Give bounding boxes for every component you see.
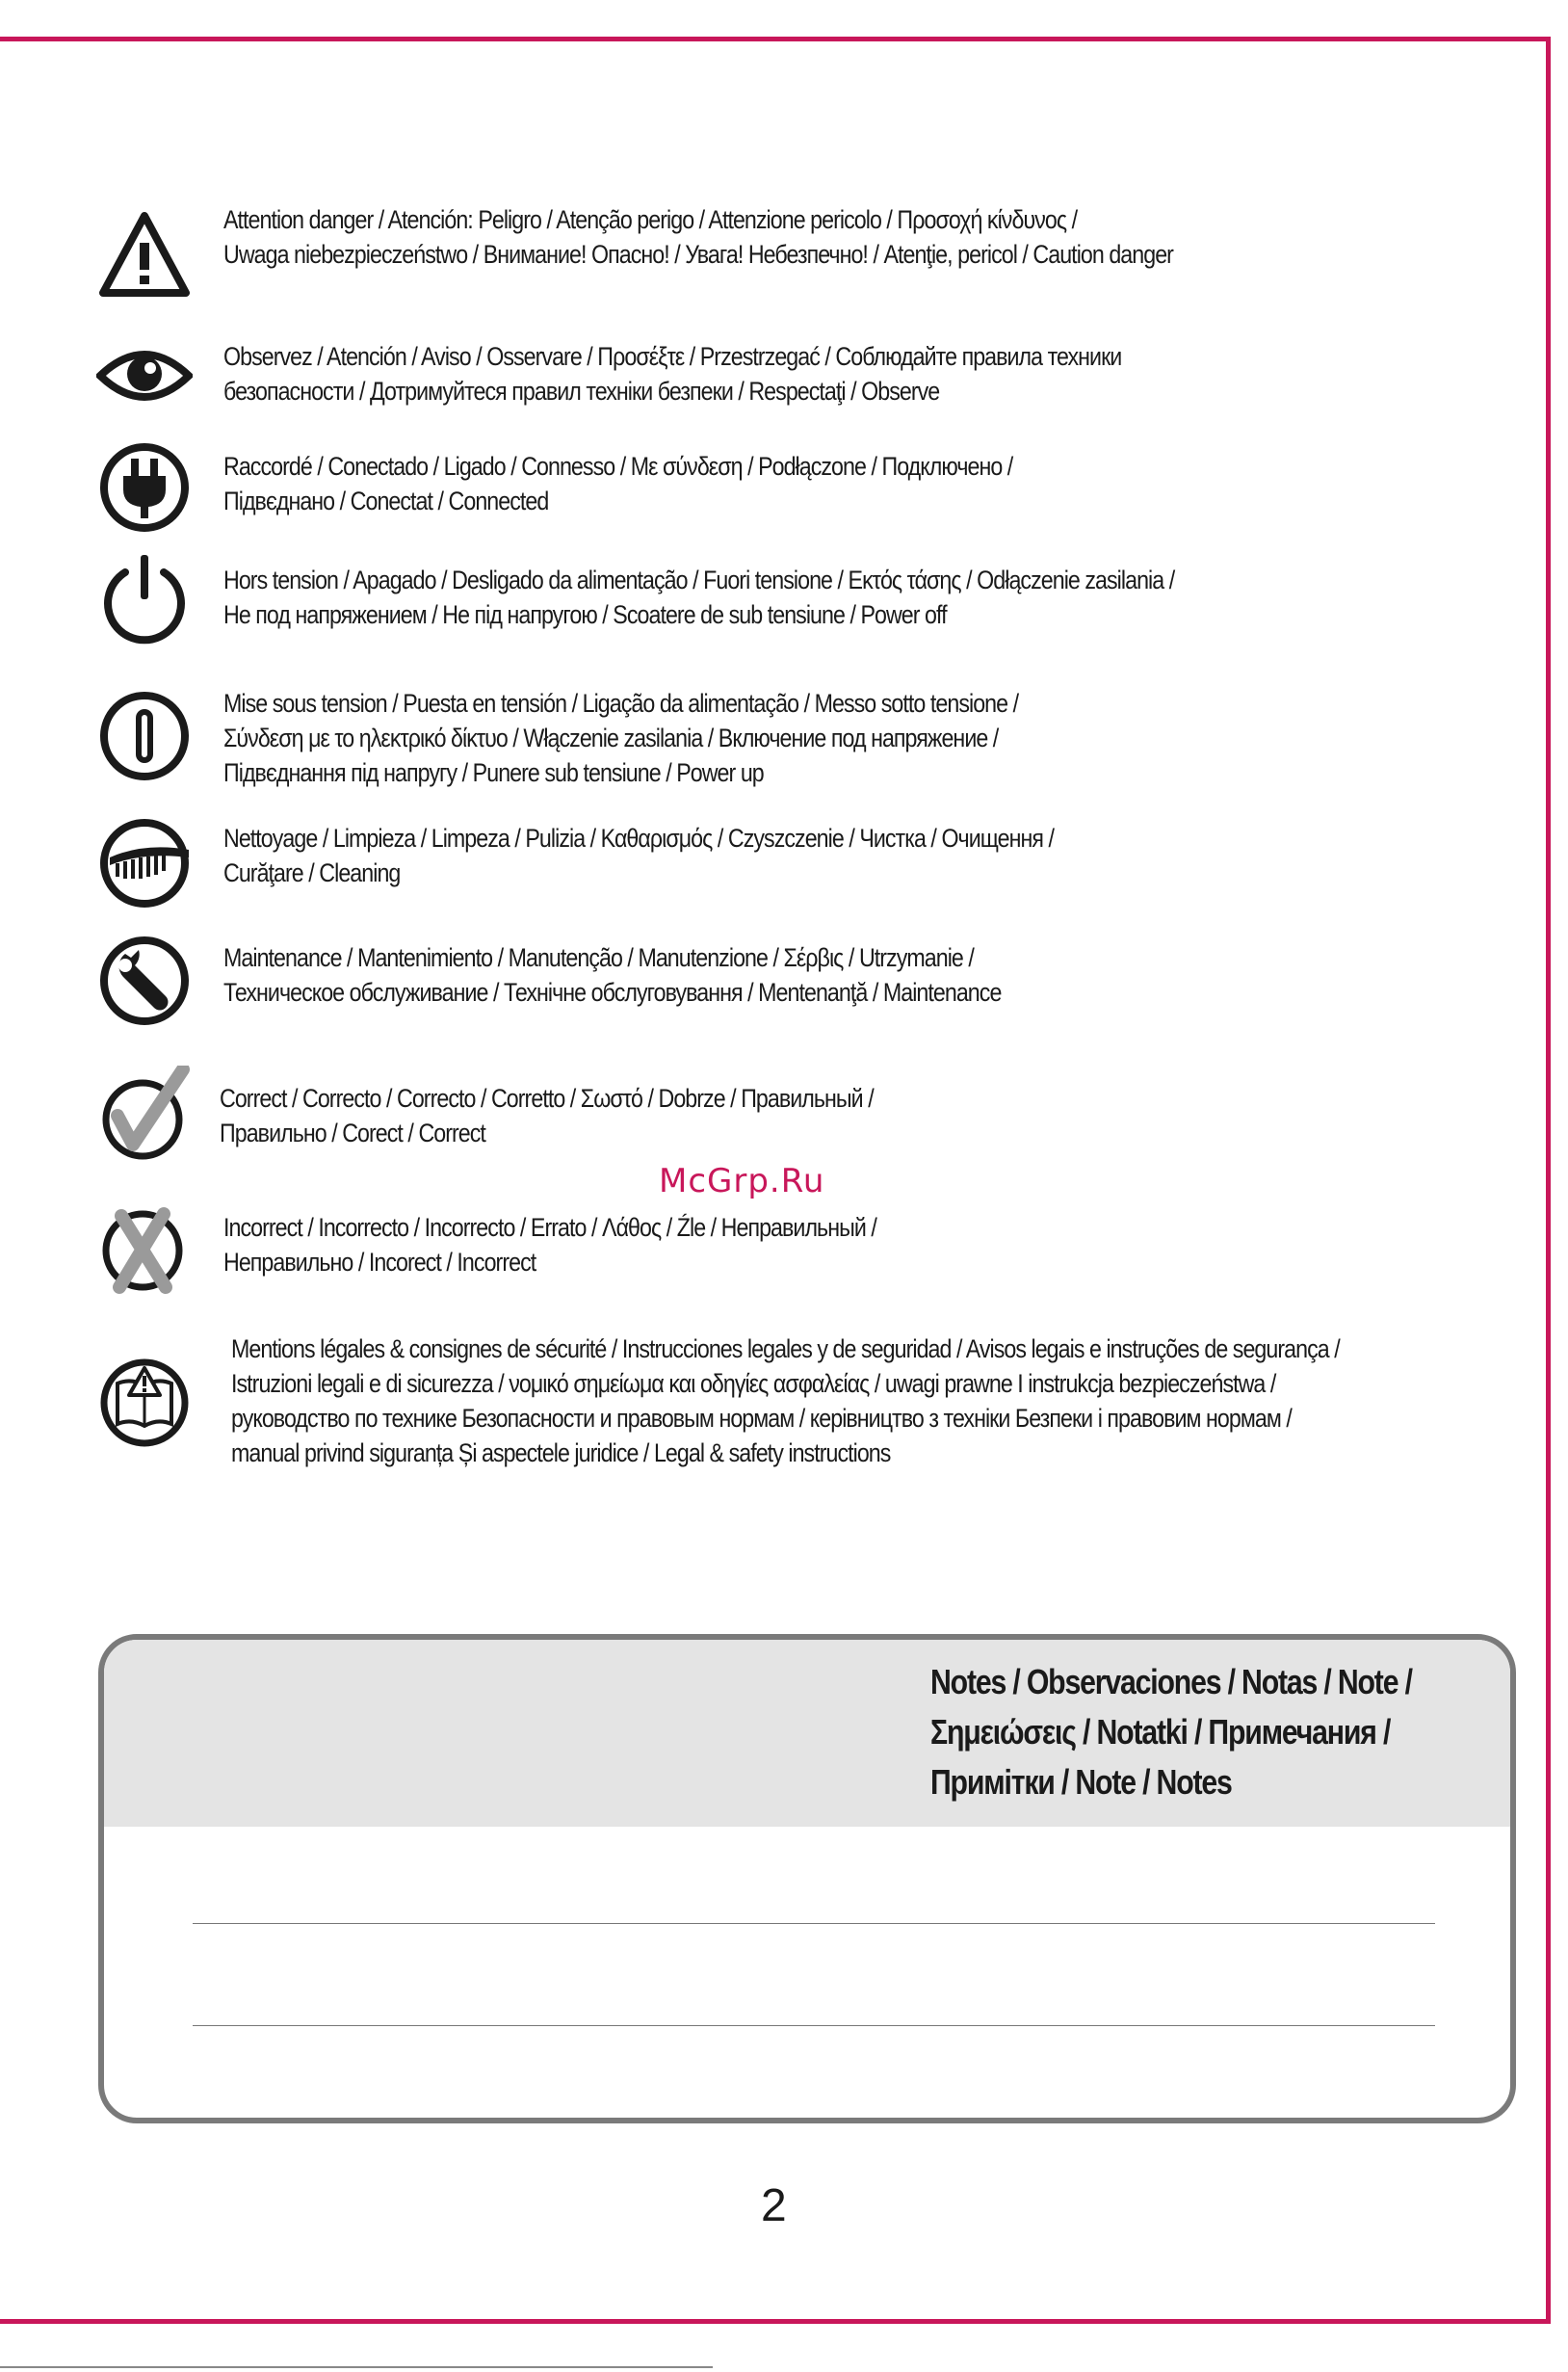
- symbol-line: Не под напряжением / Не під напругою / Scoatere de sub tensiune / Power off: [223, 600, 947, 629]
- symbol-line: Підвєднання під напругу / Punere sub tensiune / Power up: [223, 758, 764, 787]
- symbol-text-danger: [223, 202, 1173, 272]
- symbol-line: Підвєднано / Conectat / Connected: [223, 487, 549, 515]
- symbol-line: Nettoyage / Limpieza / Limpeza / Pulizia / Καθαρισμός / Czyszczenie / Чистка / Очищення /: [223, 824, 1054, 853]
- symbol-line: безопасности / Дотримуйтеся правил техніки безпеки / Respectaţi / Observe: [223, 377, 940, 406]
- notes-box: [98, 1634, 1516, 2123]
- symbol-line: Правильно / Corect / Correct: [220, 1119, 485, 1147]
- notes-title: [930, 1657, 1412, 1807]
- symbol-text-cleaning: [223, 821, 1054, 890]
- notes-title-line: Примітки / Note / Notes: [930, 1762, 1232, 1802]
- symbol-line: Maintenance / Mantenimiento / Manutenção / Manutenzione / Σέρβις / Utrzymanie /: [223, 943, 974, 972]
- symbol-line: руководство по технике Безопасности и правовым нормам / керівництво з техніки Безпеки і правовим нормам /: [231, 1404, 1292, 1433]
- symbol-line: Hors tension / Apagado / Desligado da alimentação / Fuori tensione / Εκτός τάσης / Odłączenie zasilania /: [223, 566, 1175, 594]
- symbol-line: Raccordé / Conectado / Ligado / Connesso / Με σύνδεση / Podłączone / Подключено /: [223, 452, 1013, 481]
- symbol-line: Uwaga niebezpieczeństwo / Внимание! Опасно! / Увага! Небезпечно! / Atenţie, pericol / Caution danger: [223, 240, 1173, 269]
- symbol-line: Mise sous tension / Puesta en tensión / Ligação da alimentação / Messo sotto tensione /: [223, 689, 1019, 718]
- watermark: McGrp.Ru: [659, 1162, 825, 1200]
- symbol-line: Техническое обслуживание / Технічне обслуговування / Mentenanţă / Maintenance: [223, 978, 1002, 1007]
- symbol-text-power-up: [223, 686, 1018, 790]
- symbol-line: Attention danger / Atención: Peligro / Atenção perigo / Attenzione pericolo / Προσοχή κίνδυνος /: [223, 205, 1078, 234]
- plug-icon: [96, 439, 193, 536]
- symbol-text-power-off: [223, 563, 1174, 632]
- symbol-text-maintenance: [223, 940, 1001, 1010]
- warning-triangle-icon: [96, 206, 193, 303]
- symbol-text-observe: [223, 339, 1121, 409]
- symbol-line: Неправильно / Incorect / Incorrect: [223, 1248, 536, 1277]
- symbol-line: manual privind siguranța Și aspectele juridice / Legal & safety instructions: [231, 1438, 891, 1467]
- wrench-icon: [96, 933, 193, 1029]
- notes-header: [104, 1640, 1510, 1827]
- checkmark-icon: [96, 1066, 193, 1162]
- symbol-text-correct: [220, 1081, 874, 1150]
- power-on-icon: [96, 688, 193, 784]
- symbol-text-legal: [231, 1331, 1340, 1470]
- notes-title-line: Σημειώσεις / Notatki / Примечания /: [930, 1712, 1391, 1752]
- symbol-text-incorrect: [223, 1210, 876, 1279]
- eye-icon: [96, 328, 193, 424]
- notes-writing-line[interactable]: [193, 1923, 1435, 1924]
- bottom-rule: [0, 2366, 713, 2368]
- symbol-line: Incorrect / Incorrecto / Incorrecto / Errato / Λάθος / Źle / Неправильный /: [223, 1213, 876, 1242]
- symbol-text-connected: [223, 449, 1012, 518]
- manual-warning-icon: [96, 1355, 193, 1451]
- notes-title-line: Notes / Observaciones / Notas / Note /: [930, 1662, 1412, 1701]
- symbol-line: Observez / Atención / Aviso / Osservare / Προσέξτε / Przestrzegać / Соблюдайте правила техники: [223, 342, 1122, 371]
- symbol-line: Mentions légales & consignes de sécurité / Instrucciones legales y de seguridad / Avisos legais e instruções de segurança /: [231, 1334, 1340, 1363]
- power-off-icon: [96, 551, 193, 647]
- notes-writing-line[interactable]: [193, 2025, 1435, 2026]
- symbol-line: Σύνδεση με το ηλεκτρικό δίκτυο / Włączenie zasilania / Включение под напряжение /: [223, 724, 999, 752]
- cross-icon: [96, 1199, 193, 1295]
- symbol-line: Correct / Correcto / Correcto / Corretto / Σωστό / Dobrze / Правильный /: [220, 1084, 874, 1113]
- symbol-line: Istruzioni legali e di sicurezza / νομικό σημείωμα και οδηγίες ασφαλείας / uwagi prawne I instrukcja bezpieczeństwa /: [231, 1369, 1276, 1398]
- symbol-line: Curăţare / Cleaning: [223, 858, 401, 887]
- page-number: 2: [761, 2180, 787, 2231]
- cleaning-brush-icon: [96, 815, 193, 911]
